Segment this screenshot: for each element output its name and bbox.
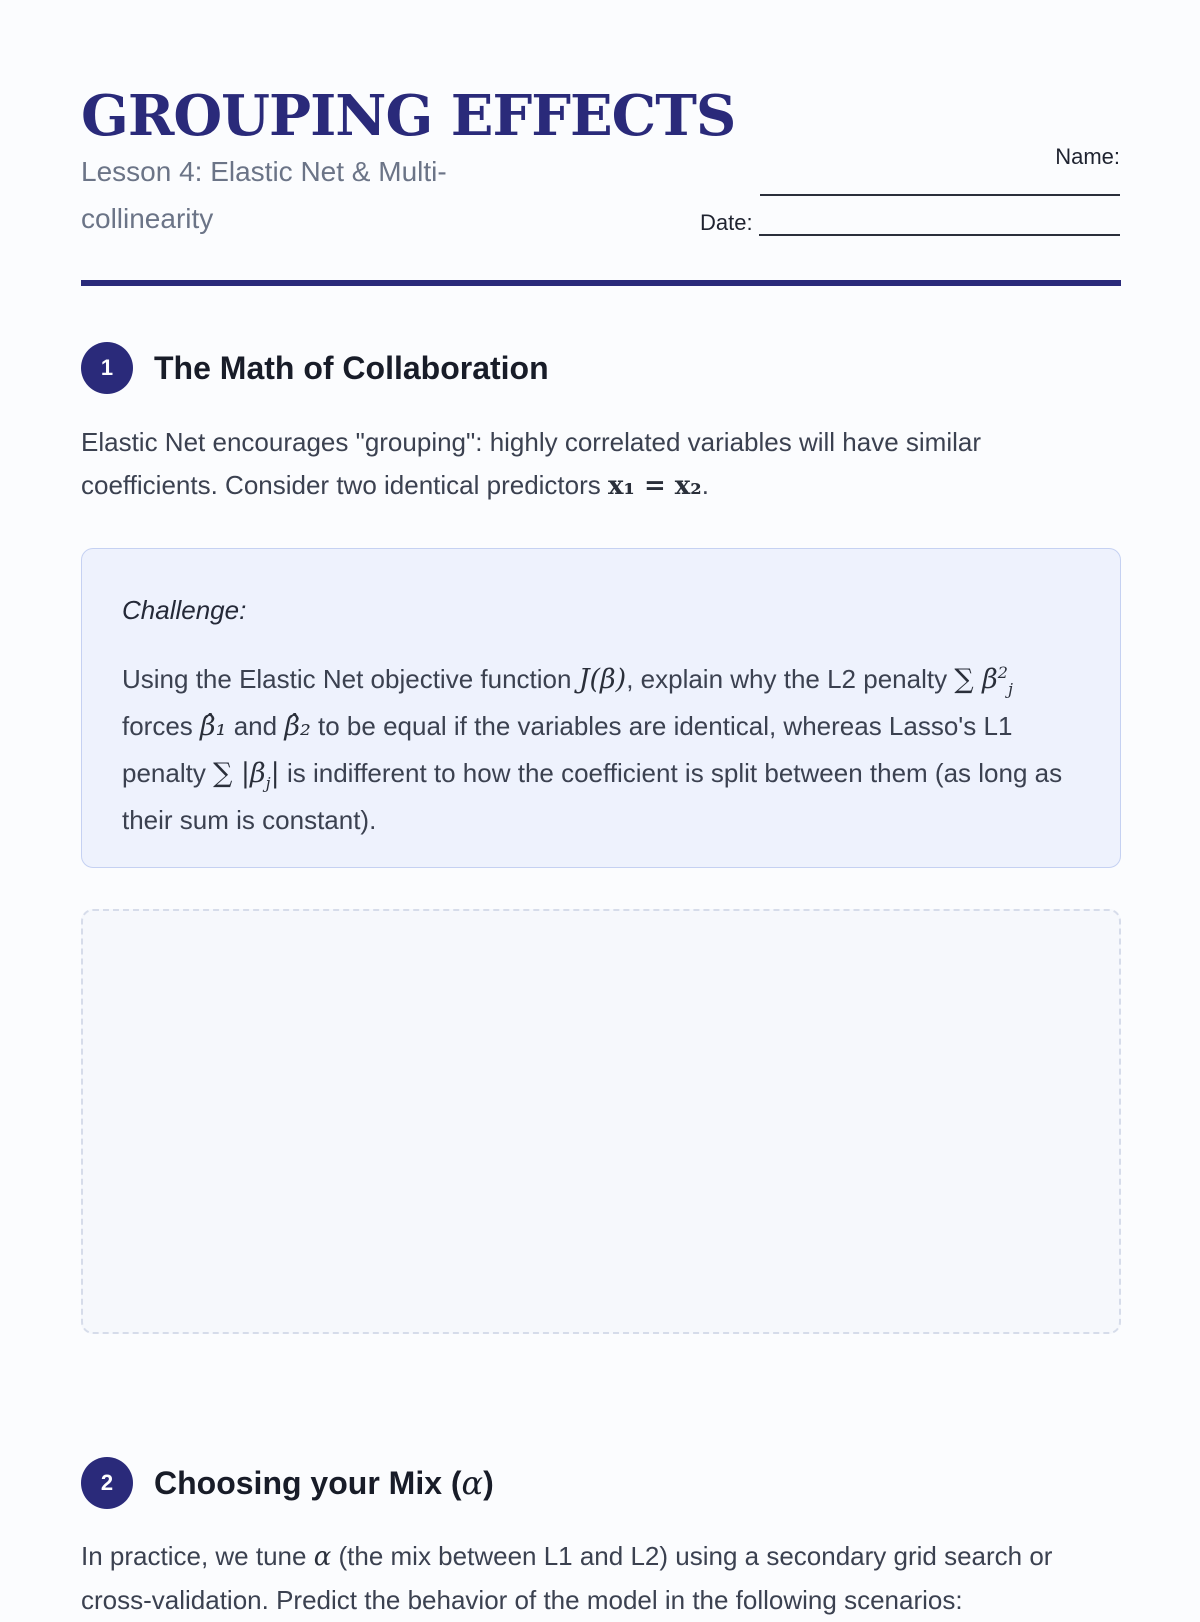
l1-penalty-base: ∑ |β: [213, 758, 266, 789]
challenge-text-part: to be equal if the variables are identical, whereas Lasso's L1 penalty: [122, 711, 1013, 788]
challenge-text-part: , explain why the L2 penalty: [626, 664, 948, 694]
beta2-hat-math: β̂₂: [284, 711, 311, 742]
challenge-text-part: forces: [122, 711, 193, 741]
date-field[interactable]: [759, 214, 1120, 236]
identical-predictors-math: x₁ = x₂: [608, 471, 702, 501]
page-title: GROUPING EFFECTS: [81, 83, 736, 149]
section-2-text-part: (the mix between L1 and L2) using a secondary grid search or cross-validation. Predict the behavior of the model in the following scenarios:: [81, 1541, 1053, 1615]
date-label: Date:: [700, 210, 753, 235]
objective-function-math: J(β): [578, 664, 627, 695]
header-divider: [81, 280, 1121, 286]
section-1-number-badge: 1: [81, 342, 133, 394]
name-field[interactable]: [760, 188, 1120, 196]
challenge-box: [81, 548, 1121, 868]
section-2-title-close: ): [483, 1465, 494, 1501]
challenge-text: [122, 656, 1080, 843]
section-2-text-part: In practice, we tune: [81, 1541, 307, 1571]
section-2-title: [154, 1464, 494, 1502]
section-2-title-text: Choosing your Mix (: [154, 1465, 462, 1501]
challenge-label: Challenge:: [122, 595, 247, 625]
section-2-number-badge: 2: [81, 1457, 133, 1509]
section-1-heading: [81, 342, 549, 394]
challenge-text-part: and: [233, 711, 278, 741]
section-1-intro-text: Elastic Net encourages "grouping": highly correlated variables will have similar coefficients. Consider two identical predictors: [81, 427, 981, 500]
beta1-hat-math: β̂₁: [200, 711, 227, 742]
l1-penalty-math: ∑ $|\beta_j|$: [213, 758, 280, 793]
lesson-subtitle: Lesson 4: Elastic Net & Multi-collinearity: [81, 156, 447, 234]
section-1-title: The Math of Collaboration: [154, 349, 549, 386]
section-1-intro: Elastic Net encourages "grouping": highly correlated variables will have similar coefficients. Consider two identical predictors x₁ = x₂.: [81, 427, 981, 501]
section-2-intro: [81, 1535, 1121, 1622]
student-info: [700, 142, 1120, 236]
name-label: Name:: [1055, 144, 1120, 169]
answer-area[interactable]: [81, 909, 1121, 1334]
l2-penalty-base: ∑ β: [954, 664, 998, 695]
l2-penalty-math: ∑ $\beta^2_j$: [954, 663, 1013, 699]
date-row: [700, 210, 1120, 236]
alpha-math: α: [461, 1464, 484, 1502]
alpha-inline-math: α: [313, 1542, 332, 1572]
section-2-heading: [81, 1457, 494, 1509]
challenge-text-part: is indifferent to how the coefficient is split between them (as long as their sum is constant).: [122, 758, 1063, 835]
challenge-text-part: Using the Elastic Net objective function: [122, 664, 572, 694]
